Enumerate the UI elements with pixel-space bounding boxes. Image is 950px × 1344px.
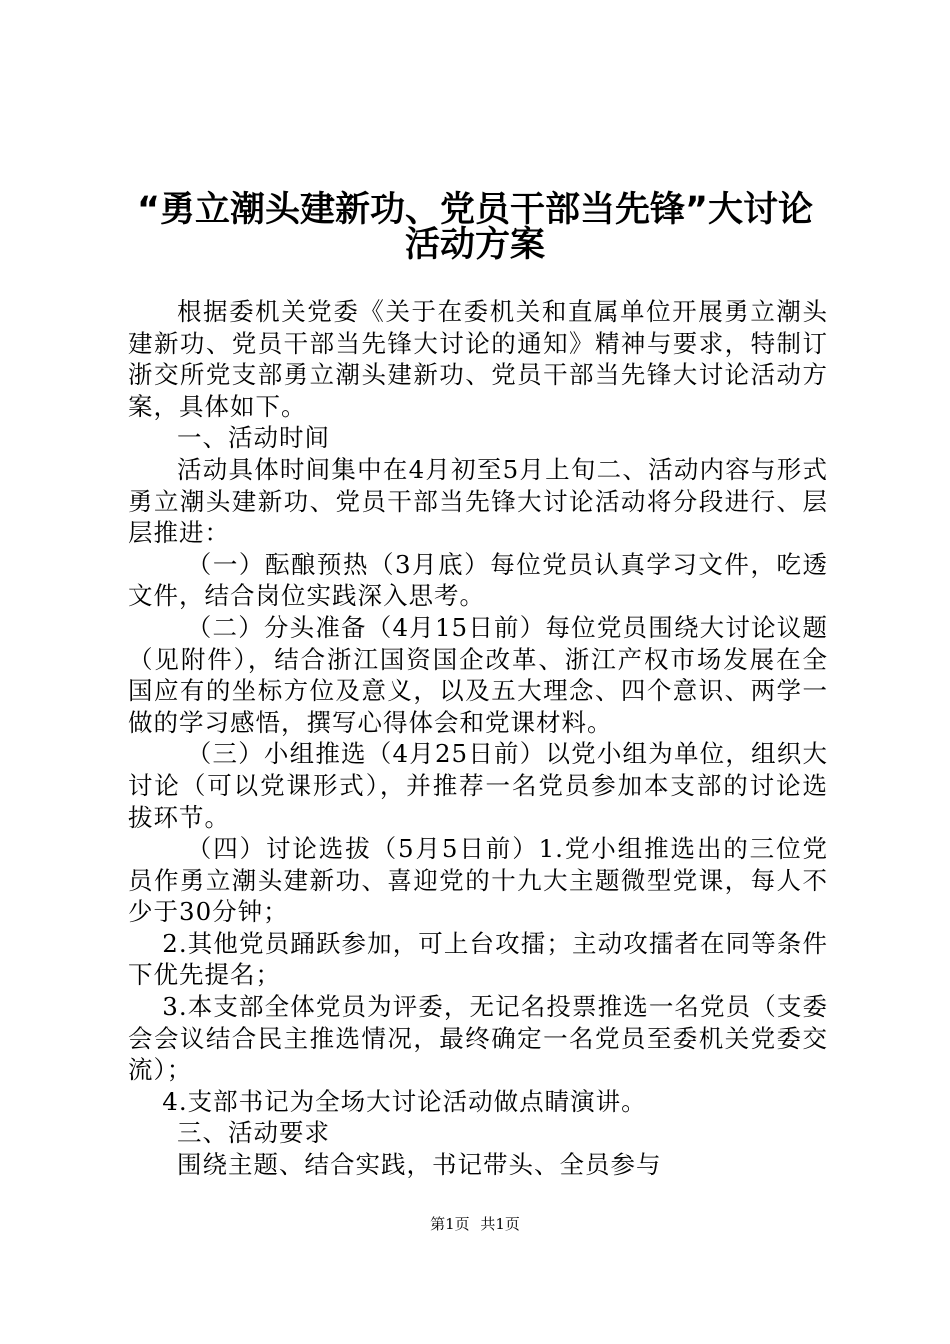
page-footer: [0, 1214, 950, 1234]
paragraph-stage-2: （二）分头准备（4月15日前）每位党员围绕大讨论议题（见附件），结合浙江国资国企改革、浙江产权市场发展在全国应有的坐标方位及意义，以及五大理念、四个意识、两学一做的学习感悟，撰写心得体会和党课材料。: [128, 612, 828, 737]
paragraph-stage-4: （四）讨论选拔（5月5日前）1.党小组推选出的三位党员作勇立潮头建新功、喜迎党的十九大主题微型党课，每人不少于30分钟；: [128, 834, 828, 927]
paragraph-stage-1: （一）酝酿预热（3月底）每位党员认真学习文件，吃透文件，结合岗位实践深入思考。: [128, 549, 828, 611]
page-number-current: 第1页: [430, 1215, 470, 1233]
paragraph-item-4: 4.支部书记为全场大讨论活动做点睛演讲。: [162, 1086, 647, 1116]
paragraph-item-3: 3.本支部全体党员为评委，无记名投票推选一名党员（支委会会议结合民主推选情况，最终确定一名党员至委机关党委交流）；: [128, 992, 828, 1085]
document-body: [128, 296, 828, 1181]
section-heading-requirements: 三、活动要求: [177, 1118, 330, 1148]
page-number-total: 共1页: [480, 1215, 520, 1233]
paragraph-item-2: 2.其他党员踊跃参加，可上台攻擂；主动攻擂者在同等条件下优先提名；: [128, 928, 828, 990]
document-title-line-2: 活动方案: [404, 225, 545, 265]
document-title-line-1: “勇立潮头建新功、党员干部当先锋”大讨论: [136, 190, 813, 230]
paragraph-time: 活动具体时间集中在4月初至5月上旬二、活动内容与形式勇立潮头建新功、党员干部当先锋大讨论活动将分段进行、层层推进：: [128, 454, 828, 548]
paragraph-stage-3: （三）小组推选（4月25日前）以党小组为单位，组织大讨论（可以党课形式），并推荐一名党员参加本支部的讨论选拔环节。: [128, 739, 828, 832]
paragraph-requirements: 围绕主题、结合实践，书记带头、全员参与: [177, 1150, 662, 1180]
paragraph-intro: 根据委机关党委《关于在委机关和直属单位开展勇立潮头建新功、党员干部当先锋大讨论的通知》精神与要求，特制订浙交所党支部勇立潮头建新功、党员干部当先锋大讨论活动方案，具体如下。: [128, 297, 828, 421]
section-heading-time: 一、活动时间: [177, 423, 330, 453]
